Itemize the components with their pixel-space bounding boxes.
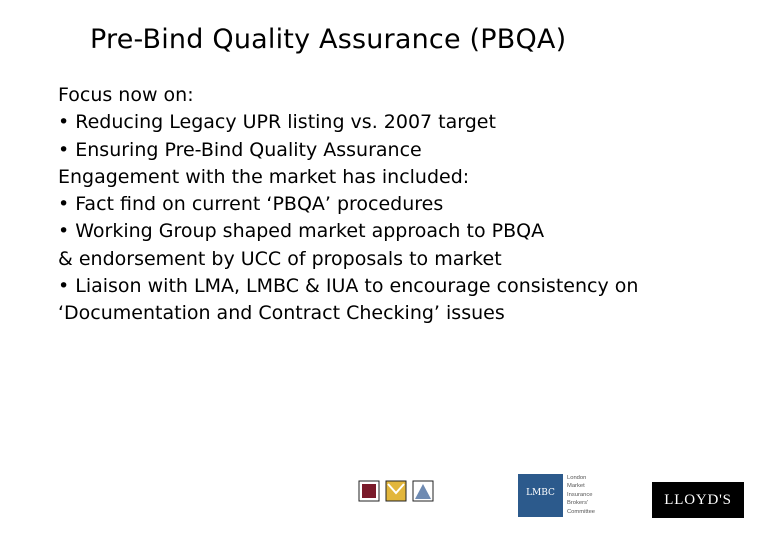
- logo-square-maroon-fill: [362, 484, 376, 498]
- body-line-documentation: ‘Documentation and Contract Checking’ issues: [58, 302, 505, 325]
- lmbc-logo: [518, 474, 608, 528]
- body-line-bullet-pbqa: • Ensuring Pre-Bind Quality Assurance: [58, 138, 422, 161]
- lmbc-word: London: [567, 475, 587, 481]
- body-line-engagement-heading: Engagement with the market has included:: [58, 165, 470, 188]
- lmbc-word: Brokers': [567, 500, 589, 507]
- slide-body: [58, 82, 758, 328]
- body-line-focus-heading: Focus now on:: [58, 84, 194, 106]
- body-line-bullet-liaison: • Liaison with LMA, LMBC & IUA to encourage consistency on: [58, 275, 639, 298]
- tri-square-logo-icon: [358, 480, 436, 502]
- lloyds-logo-text: LLOYD'S: [664, 492, 732, 508]
- lmbc-word: Market: [567, 483, 585, 490]
- lmbc-logo-abbr: LMBC: [526, 488, 555, 498]
- lmbc-logo-box: [518, 474, 563, 517]
- slide-title: Pre-Bind Quality Assurance (PBQA): [90, 24, 567, 55]
- body-line-bullet-legacy-upr: • Reducing Legacy UPR listing vs. 2007 target: [58, 111, 496, 134]
- lmbc-word: Committee: [567, 508, 596, 515]
- lloyds-logo: [652, 482, 744, 518]
- lmbc-word: Insurance: [567, 491, 593, 498]
- lmbc-logo-wordmark: [567, 474, 611, 516]
- body-line-bullet-working-group: • Working Group shaped market approach to PBQA: [58, 220, 545, 243]
- body-line-ucc-endorsement: & endorsement by UCC of proposals to market: [58, 247, 502, 270]
- body-line-bullet-fact-find: • Fact find on current ‘PBQA’ procedures: [58, 193, 444, 216]
